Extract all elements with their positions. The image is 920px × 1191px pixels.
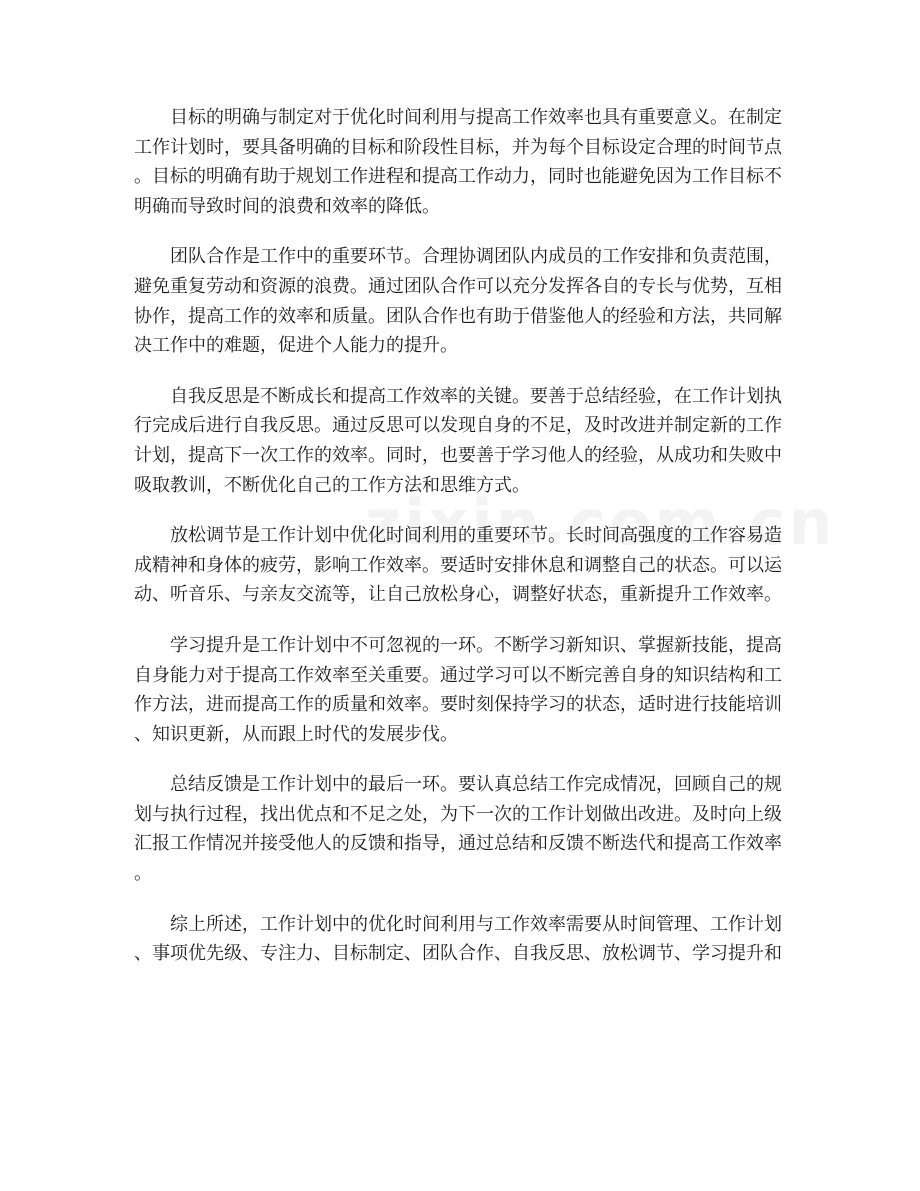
document-body (134, 103, 794, 990)
text-line: 计划，提高下一次工作的效率。同时，也要善于学习他人的经验，从成功和失败中 (134, 444, 782, 466)
text-line: 、事项优先级、专注力、目标制定、团队合作、自我反思、放松调节、学习提升和 (134, 943, 782, 965)
paragraph (134, 910, 794, 969)
text-line: 综上所述，工作计划中的优化时间利用与工作效率需要从时间管理、工作计划 (134, 913, 782, 935)
paragraph (134, 382, 794, 500)
paragraph (134, 770, 794, 888)
text-line: 协作，提高工作的效率和质量。团队合作也有助于借鉴他人的经验和方法，共同解 (134, 305, 782, 327)
text-line: 、知识更新，从而跟上时代的发展步伐。 (134, 723, 458, 745)
text-line: 决工作中的难题，促进个人能力的提升。 (134, 335, 458, 357)
text-line: 划与执行过程，找出优点和不足之处，为下一次的工作计划做出改进。及时向上级 (134, 803, 782, 825)
text-line: 工作计划时，要具备明确的目标和阶段性目标，并为每个目标设定合理的时间节点 (134, 136, 782, 158)
text-line: 行完成后进行自我反思。通过反思可以发现自身的不足，及时改进并制定新的工作 (134, 415, 782, 437)
text-line: 放松调节是工作计划中优化时间利用的重要环节。长时间高强度的工作容易造 (134, 525, 782, 547)
text-line: 目标的明确与制定对于优化时间利用与提高工作效率也具有重要意义。在制定 (134, 107, 782, 128)
text-line: 。目标的明确有助于规划工作进程和提高工作动力，同时也能避免因为工作目标不 (134, 166, 782, 188)
text-line: 动、听音乐、与亲友交流等，让自己放松身心，调整好状态，重新提升工作效率。 (134, 584, 782, 606)
paragraph (134, 242, 794, 360)
text-line: 作方法，进而提高工作的质量和效率。要时刻保持学习的状态，适时进行技能培训 (134, 694, 782, 716)
paragraph (134, 103, 794, 221)
text-line: 。 (134, 863, 152, 885)
text-line: 吸取教训，不断优化自己的工作方法和思维方式。 (134, 474, 530, 496)
text-line: 团队合作是工作中的重要环节。合理协调团队内成员的工作安排和负责范围， (134, 246, 782, 268)
text-line: 自我反思是不断成长和提高工作效率的关键。要善于总结经验，在工作计划执 (134, 385, 782, 407)
paragraph (134, 521, 794, 610)
text-line: 总结反馈是工作计划中的最后一环。要认真总结工作完成情况，回顾自己的规 (134, 774, 782, 796)
text-line: 成精神和身体的疲劳，影响工作效率。要适时安排休息和调整自己的状态。可以运 (134, 554, 782, 576)
text-line: 自身能力对于提高工作效率至关重要。通过学习可以不断完善自身的知识结构和工 (134, 664, 782, 686)
text-line: 避免重复劳动和资源的浪费。通过团队合作可以充分发挥各自的专长与优势，互相 (134, 275, 782, 297)
text-line: 学习提升是工作计划中不可忽视的一环。不断学习新知识、掌握新技能，提高 (134, 634, 782, 656)
paragraph (134, 631, 794, 749)
text-line: 明确而导致时间的浪费和效率的降低。 (134, 195, 440, 217)
text-line: 汇报工作情况并接受他人的反馈和指导，通过总结和反馈不断迭代和提高工作效率 (134, 833, 782, 855)
